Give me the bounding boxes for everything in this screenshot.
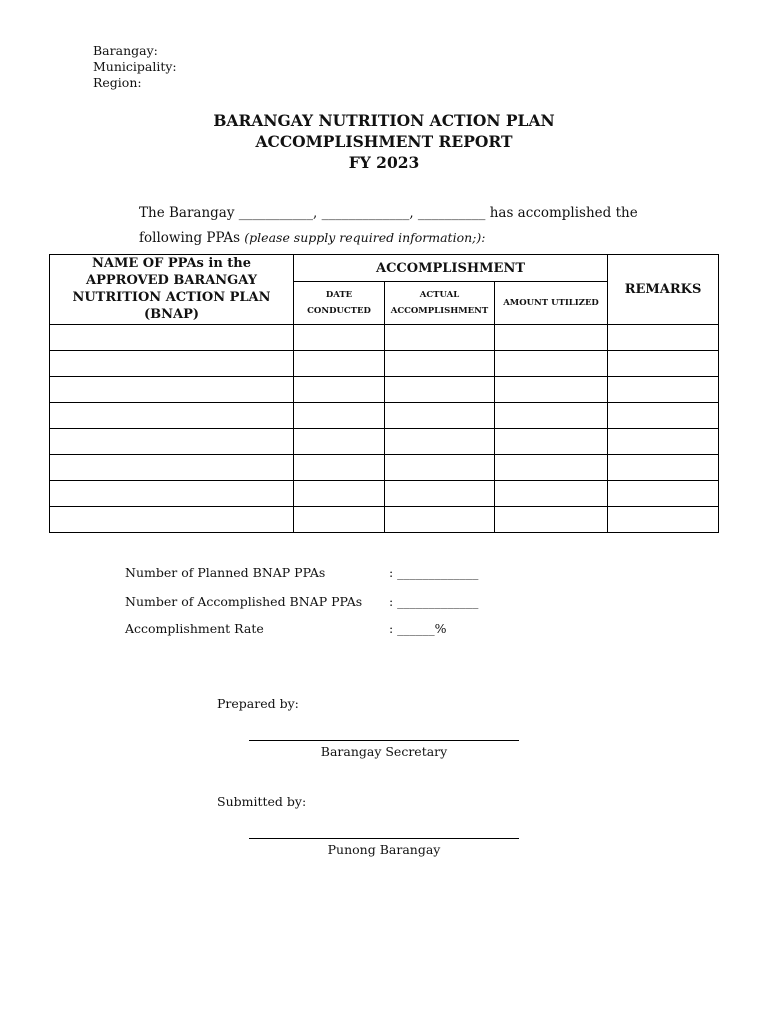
remarks-cell[interactable]	[608, 481, 719, 507]
date-conducted-cell[interactable]	[294, 507, 385, 533]
municipality-label: Municipality:	[93, 59, 177, 74]
amount-utilized-cell[interactable]	[495, 507, 608, 533]
actual-accomplishment-cell[interactable]	[385, 403, 495, 429]
date-conducted-cell[interactable]	[294, 351, 385, 377]
amount-utilized-cell[interactable]	[495, 403, 608, 429]
intro-line-2	[139, 230, 485, 246]
planned-ppas-label: Number of Planned BNAP PPAs	[125, 565, 326, 580]
amount-utilized-header: AMOUNT UTILIZED	[495, 282, 608, 325]
region-label: Region:	[93, 75, 142, 90]
ppa-name-cell[interactable]	[50, 429, 294, 455]
submitted-by-title: Punong Barangay	[327, 842, 441, 857]
intro-line-2-instruction: (please supply required information;):	[244, 230, 486, 245]
amount-utilized-cell[interactable]	[495, 481, 608, 507]
ppa-name-cell[interactable]	[50, 325, 294, 351]
date-conducted-cell[interactable]	[294, 429, 385, 455]
table-row	[50, 403, 719, 429]
intro-line-1: The Barangay ___________, _____________, __________ has accomplished the	[139, 205, 638, 221]
ppa-name-cell[interactable]	[50, 507, 294, 533]
date-conducted-cell[interactable]	[294, 455, 385, 481]
actual-accomplishment-cell[interactable]	[385, 325, 495, 351]
remarks-cell[interactable]	[608, 455, 719, 481]
table-row	[50, 481, 719, 507]
actual-accomplishment-line-2: ACCOMPLISHMENT	[390, 306, 489, 316]
accomplishment-rate-label: Accomplishment Rate	[125, 621, 264, 636]
actual-accomplishment-cell[interactable]	[385, 429, 495, 455]
ppa-name-header: NAME OF PPAs in the APPROVED BARANGAY NUTRITION ACTION PLAN (BNAP)	[50, 255, 294, 325]
table-row	[50, 455, 719, 481]
table-row	[50, 429, 719, 455]
date-conducted-cell[interactable]	[294, 325, 385, 351]
table-row	[50, 377, 719, 403]
date-conducted-cell[interactable]	[294, 403, 385, 429]
ppa-name-cell[interactable]	[50, 455, 294, 481]
prepared-by-title: Barangay Secretary	[320, 744, 448, 759]
actual-accomplishment-cell[interactable]	[385, 481, 495, 507]
actual-accomplishment-cell[interactable]	[385, 377, 495, 403]
actual-accomplishment-header	[385, 282, 495, 325]
ppa-name-cell[interactable]	[50, 351, 294, 377]
remarks-cell[interactable]	[608, 377, 719, 403]
remarks-cell[interactable]	[608, 351, 719, 377]
actual-accomplishment-cell[interactable]	[385, 507, 495, 533]
remarks-cell[interactable]	[608, 507, 719, 533]
title-line-1: BARANGAY NUTRITION ACTION PLAN	[213, 111, 555, 130]
amount-utilized-cell[interactable]	[495, 351, 608, 377]
ppa-table	[49, 254, 719, 533]
date-conducted-line-2: CONDUCTED	[307, 306, 371, 316]
barangay-label: Barangay:	[93, 43, 158, 58]
title-line-3: FY 2023	[348, 153, 420, 172]
accomplishment-header: ACCOMPLISHMENT	[294, 255, 608, 282]
amount-utilized-cell[interactable]	[495, 455, 608, 481]
ppa-name-cell[interactable]	[50, 481, 294, 507]
remarks-cell[interactable]	[608, 403, 719, 429]
remarks-header: REMARKS	[608, 255, 719, 325]
actual-accomplishment-line-1: ACTUAL	[419, 290, 460, 300]
prepared-signature-line	[249, 740, 519, 741]
date-conducted-header	[294, 282, 385, 325]
amount-utilized-cell[interactable]	[495, 377, 608, 403]
table-row	[50, 351, 719, 377]
submitted-by-label: Submitted by:	[217, 794, 307, 809]
date-conducted-cell[interactable]	[294, 377, 385, 403]
table-row	[50, 325, 719, 351]
intro-line-2-text: following PPAs	[139, 230, 245, 246]
table-row	[50, 507, 719, 533]
accomplished-ppas-value: : _____________	[389, 594, 479, 609]
accomplishment-rate-value: : ______%	[389, 621, 447, 636]
ppa-name-cell[interactable]	[50, 403, 294, 429]
date-conducted-line-1: DATE	[325, 290, 353, 300]
actual-accomplishment-cell[interactable]	[385, 455, 495, 481]
title-line-2: ACCOMPLISHMENT REPORT	[255, 132, 513, 151]
amount-utilized-cell[interactable]	[495, 325, 608, 351]
submitted-signature-line	[249, 838, 519, 839]
actual-accomplishment-cell[interactable]	[385, 351, 495, 377]
date-conducted-cell[interactable]	[294, 481, 385, 507]
amount-utilized-cell[interactable]	[495, 429, 608, 455]
ppa-name-cell[interactable]	[50, 377, 294, 403]
ppa-table-body	[50, 325, 719, 533]
remarks-cell[interactable]	[608, 325, 719, 351]
remarks-cell[interactable]	[608, 429, 719, 455]
accomplished-ppas-label: Number of Accomplished BNAP PPAs	[125, 594, 363, 609]
planned-ppas-value: : _____________	[389, 565, 479, 580]
prepared-by-label: Prepared by:	[217, 696, 299, 711]
